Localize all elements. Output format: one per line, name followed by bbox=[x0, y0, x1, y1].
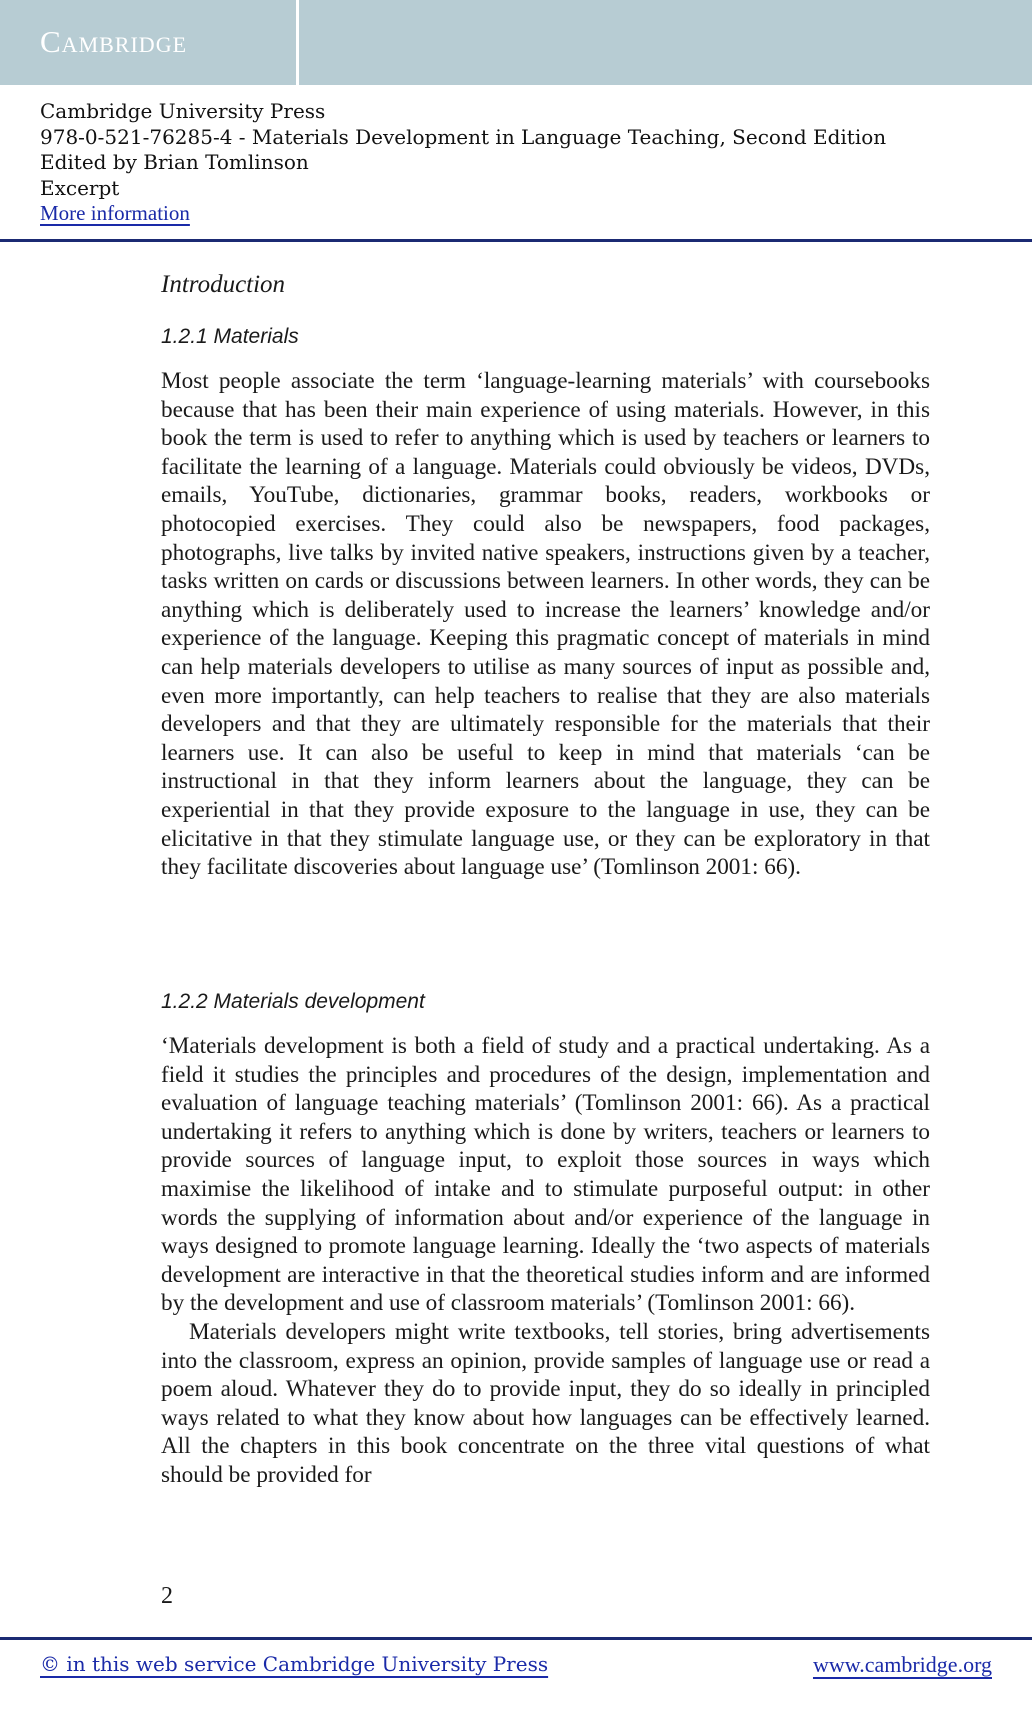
copyright-link[interactable]: © in this web service Cambridge University Press bbox=[40, 1652, 549, 1676]
page-number: 2 bbox=[161, 1583, 173, 1609]
paragraph: Materials developers might write textbooks, tell stories, bring advertisements into the classroom, express an opinion, provide samples of language use or read a poem aloud. Whatever they do to provide input, they do so ideally in principled ways related to what they know about how languages can be effectively learned. All the chapters in this book concentrate on the three vital questions of what should be provided for bbox=[161, 1318, 930, 1488]
section-heading-materials-development: 1.2.2 Materials development bbox=[161, 990, 425, 1013]
isbn-title: 978-0-521-76285-4 - Materials Development in Language Teaching, Second Edition bbox=[40, 124, 887, 149]
book-metadata bbox=[40, 99, 886, 227]
cambridge-site-link[interactable]: www.cambridge.org bbox=[812, 1652, 992, 1677]
more-information-link[interactable]: More information bbox=[40, 201, 190, 225]
banner-divider bbox=[296, 0, 299, 85]
cambridge-logo: Cambridge bbox=[40, 24, 188, 59]
section-body-materials bbox=[161, 367, 930, 882]
paragraph: Most people associate the term ‘language-learning materials’ with coursebooks because that has been their main experience of using materials. However, in this book the term is used to refer to anything which is used by teachers or learners to facilitate the learning of a language. Materials could obviously be videos, DVDs, emails, YouTube, dictionaries, grammar books, readers, workbooks or photocopied exercises. They could also be newspapers, food packages, photographs, live talks by invited native speakers, instructions given by a teacher, tasks written on cards or discussions between learners. In other words, they can be anything which is deliberately used to increase the learners’ knowledge and/or experience of the language. Keeping this pragmatic concept of materials in mind can help materials developers to utilise as many sources of input as possible and, even more importantly, can help teachers to realise that they are also materials developers and that they are ultimately responsible for the materials that their learners use. It can also be useful to keep in mind that materials ‘can be instructional in that they inform learners about the language, they can be experiential in that they provide exposure to the language in use, they can be elicitative in that they stimulate language use, or they can be exploratory in that they facilitate discoveries about language use’ (Tomlinson 2001: 66). bbox=[161, 368, 930, 881]
publisher-name: Cambridge University Press bbox=[40, 99, 326, 123]
running-head: Introduction bbox=[161, 271, 286, 298]
excerpt-label: Excerpt bbox=[40, 175, 120, 200]
section-body-materials-development bbox=[161, 1032, 930, 1490]
paragraph: ‘Materials development is both a field of study and a practical undertaking. As a field it studies the principles and procedures of the design, implementation and evaluation of language teaching materials’ (Tomlinson 2001: 66). As a practical undertaking it refers to anything which is done by writers, teachers or learners to provide sources of language input, to exploit those sources in ways which maximise the likelihood of intake and to stimulate purposeful output: in other words the supplying of information about and/or experience of the language in ways designed to promote language learning. Ideally the ‘two aspects of materials development are interactive in that the theoretical studies inform and are informed by the development and use of classroom materials’ (Tomlinson 2001: 66). bbox=[161, 1033, 930, 1317]
footer-rule bbox=[0, 1637, 1032, 1640]
section-heading-materials: 1.2.1 Materials bbox=[161, 325, 299, 348]
editor-line: Edited by Brian Tomlinson bbox=[40, 150, 309, 174]
header-rule bbox=[0, 239, 1032, 242]
